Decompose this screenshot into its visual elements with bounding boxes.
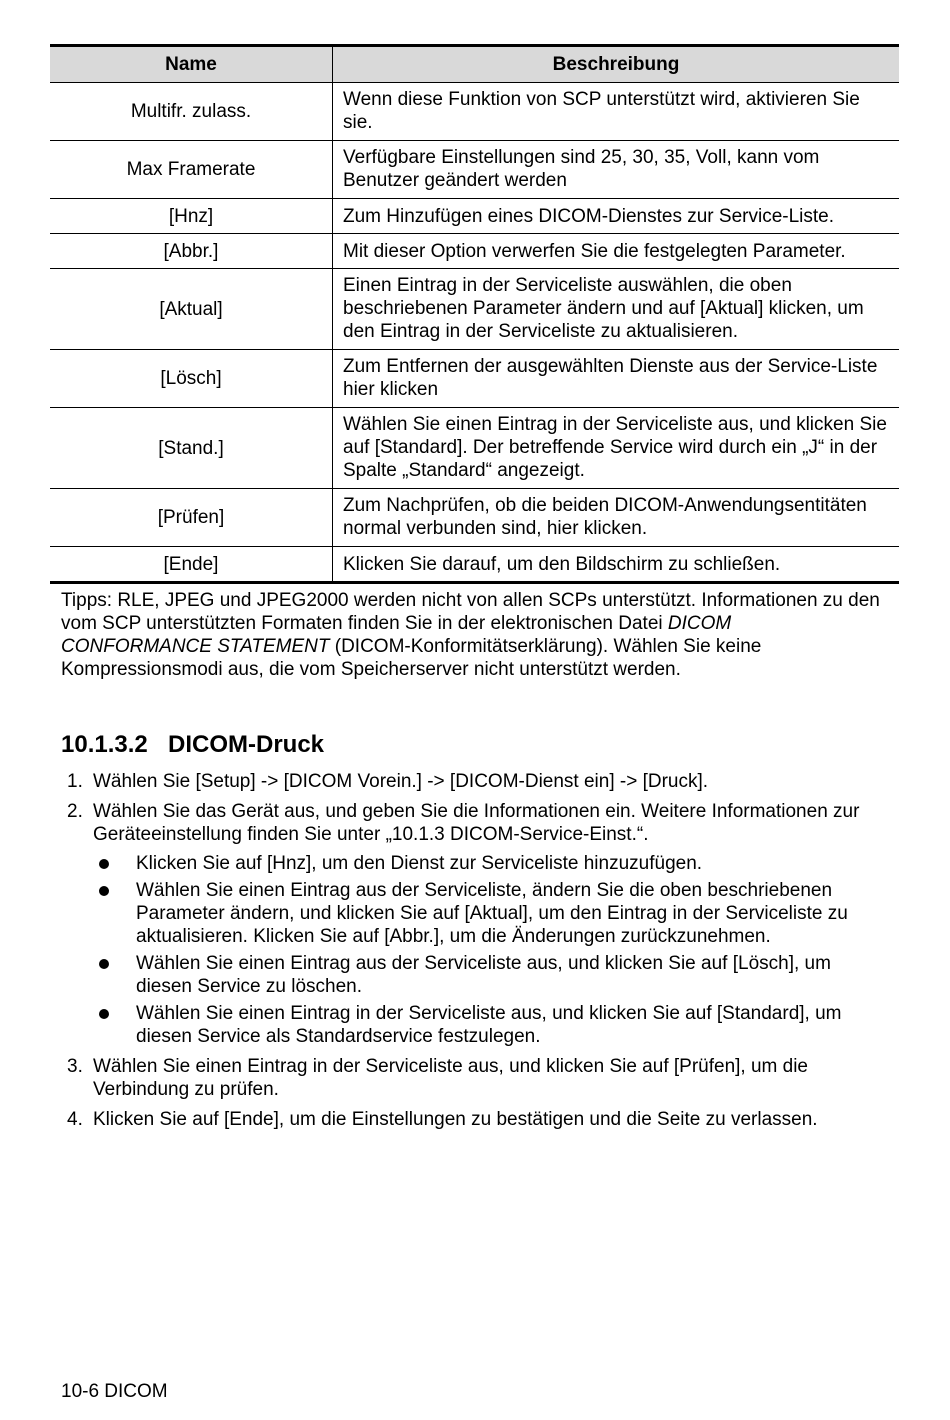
table-row: [50, 199, 899, 234]
step-text: Wählen Sie einen Eintrag in der Serviceliste aus, und klicken Sie auf [Prüfen], um die Verbindung zu prüfen.: [93, 1056, 808, 1100]
step-number: 3.: [67, 1056, 83, 1077]
bullet-icon: [99, 859, 109, 869]
table-cell-name: Multifr. zulass.: [50, 83, 333, 141]
step-number: 1.: [67, 771, 83, 792]
bullet-text: Klicken Sie auf [Hnz], um den Dienst zur Serviceliste hinzuzufügen.: [136, 853, 703, 874]
list-item: [93, 952, 891, 998]
column-header-description: Beschreibung: [333, 46, 900, 83]
table-cell-description: Zum Entfernen der ausgewählten Dienste aus der Service-Liste hier klicken: [333, 350, 900, 408]
list-item: [93, 852, 891, 875]
bullet-icon: [99, 886, 109, 896]
bullet-text: Wählen Sie einen Eintrag in der Serviceliste aus, und klicken Sie auf [Standard], um diesen Service als Standardservice festzulegen.: [136, 1003, 842, 1047]
table-cell-description: Einen Eintrag in der Serviceliste auswählen, die oben beschriebenen Parameter ändern und auf [Aktual] klicken, um den Eintrag in der Serviceliste zu aktualisieren.: [333, 269, 900, 350]
bullet-icon: [99, 1009, 109, 1019]
tips-document-title: DICOM CONFORMANCE STATEMENT: [61, 613, 732, 657]
table-row: [50, 408, 899, 489]
table-cell-name: [Prüfen]: [50, 489, 333, 547]
table-row: [50, 547, 899, 583]
step-text: Wählen Sie das Gerät aus, und geben Sie die Informationen ein. Weitere Informationen zur Geräteeinstellung finden Sie unter „10.1.3 DICOM-Service-Einst.“.: [93, 801, 860, 845]
list-item: [61, 1055, 891, 1101]
table-cell-description: Wählen Sie einen Eintrag in der Serviceliste aus, und klicken Sie auf [Standard]. Der betreffende Service wird durch ein „J“ in der Spalte „Standard“ angezeigt.: [333, 408, 900, 489]
tips-text-start: Tipps: RLE, JPEG und JPEG2000 werden nicht von allen SCPs unterstützt. Informationen zu den vom SCP unterstützten Formaten finden Sie in der elektronischen Datei: [61, 590, 880, 634]
table-cell-description: Klicken Sie darauf, um den Bildschirm zu schließen.: [333, 547, 900, 583]
list-item: [93, 1002, 891, 1048]
table-cell-description: Zum Nachprüfen, ob die beiden DICOM-Anwendungsentitäten normal verbunden sind, hier klicken.: [333, 489, 900, 547]
table-cell-description: Verfügbare Einstellungen sind 25, 30, 35, Voll, kann vom Benutzer geändert werden: [333, 141, 900, 199]
page-footer: 10-6 DICOM: [61, 1381, 168, 1402]
table-cell-description: Wenn diese Funktion von SCP unterstützt wird, aktivieren Sie sie.: [333, 83, 900, 141]
table-row: [50, 83, 899, 141]
table-row: [50, 141, 899, 199]
table-cell-name: [Hnz]: [50, 199, 333, 234]
bullet-list: [93, 852, 891, 1048]
table-cell-description: Mit dieser Option verwerfen Sie die festgelegten Parameter.: [333, 234, 900, 269]
table-row: [50, 234, 899, 269]
section-title: DICOM-Druck: [168, 731, 325, 758]
table-cell-description: Zum Hinzufügen eines DICOM-Dienstes zur Service-Liste.: [333, 199, 900, 234]
table-row: [50, 489, 899, 547]
list-item: [93, 879, 891, 948]
column-header-name: Name: [50, 46, 333, 83]
bullet-icon: [99, 959, 109, 969]
section-number: 10.1.3.2: [61, 731, 148, 758]
step-list: [61, 770, 891, 1138]
parameter-table: [50, 44, 899, 584]
table-cell-name: [Aktual]: [50, 269, 333, 350]
tips-paragraph: [61, 589, 881, 681]
step-number: 4.: [67, 1109, 83, 1130]
table-row: [50, 350, 899, 408]
section-heading: [61, 730, 324, 760]
bullet-text: Wählen Sie einen Eintrag aus der Serviceliste aus, und klicken Sie auf [Lösch], um diesen Service zu löschen.: [136, 953, 831, 997]
step-text: Klicken Sie auf [Ende], um die Einstellungen zu bestätigen und die Seite zu verlassen.: [93, 1109, 818, 1130]
list-item: [61, 800, 891, 1048]
table-cell-name: [Abbr.]: [50, 234, 333, 269]
list-item: [61, 1108, 891, 1131]
step-number: 2.: [67, 801, 83, 822]
table-cell-name: [Stand.]: [50, 408, 333, 489]
table-cell-name: Max Framerate: [50, 141, 333, 199]
table-header-row: [50, 46, 899, 83]
list-item: [61, 770, 891, 793]
tips-text-end: (DICOM-Konformitätserklärung). Wählen Sie keine Kompressionsmodi aus, die vom Speicherserver nicht unterstützt werden.: [61, 636, 762, 680]
table-cell-name: [Lösch]: [50, 350, 333, 408]
table-row: [50, 269, 899, 350]
bullet-text: Wählen Sie einen Eintrag aus der Serviceliste, ändern Sie die oben beschriebenen Parameter ändern, und klicken Sie auf [Aktual], um den Eintrag in der Serviceliste zu aktualisieren. Klicken Sie auf [Abbr.], um die Änderungen zurückzunehmen.: [136, 880, 848, 947]
table-cell-name: [Ende]: [50, 547, 333, 583]
step-text: Wählen Sie [Setup] -> [DICOM Vorein.] -> [DICOM-Dienst ein] -> [Druck].: [93, 771, 709, 792]
